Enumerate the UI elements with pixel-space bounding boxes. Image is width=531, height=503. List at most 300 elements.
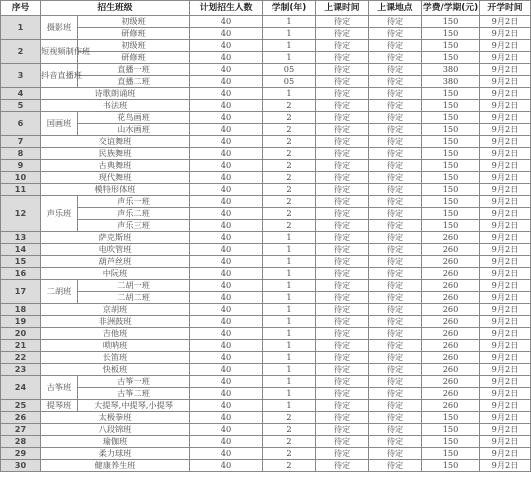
- row-time: 待定: [316, 436, 369, 448]
- row-place: 待定: [369, 136, 422, 148]
- row-start: 9月2日: [480, 208, 531, 220]
- row-start: 9月2日: [480, 40, 531, 52]
- header-plan: 计划招生人数: [190, 1, 263, 16]
- table-row: [1, 244, 531, 256]
- row-start: 9月2日: [480, 124, 531, 136]
- row-start: 9月2日: [480, 280, 531, 292]
- row-class-name: 研修班: [78, 52, 190, 64]
- row-class-name: 吉他班: [41, 328, 190, 340]
- row-start: 9月2日: [480, 160, 531, 172]
- row-start: 9月2日: [480, 148, 531, 160]
- row-class-name: 古典舞班: [41, 160, 190, 172]
- row-years: 1: [263, 256, 316, 268]
- row-fee: 260: [422, 376, 480, 388]
- row-place: 待定: [369, 220, 422, 232]
- row-class-name: 直播一班: [78, 64, 190, 76]
- row-place: 待定: [369, 160, 422, 172]
- row-years: 2: [263, 172, 316, 184]
- header-start: 开学时间: [480, 1, 531, 16]
- row-years: 2: [263, 196, 316, 208]
- row-category: 抖音直播班: [41, 64, 78, 88]
- row-seq: 26: [1, 412, 41, 424]
- row-category: 摄影班: [41, 16, 78, 40]
- row-time: 待定: [316, 16, 369, 28]
- row-place: 待定: [369, 352, 422, 364]
- row-plan: 40: [190, 316, 263, 328]
- row-place: 待定: [369, 424, 422, 436]
- row-seq: 5: [1, 100, 41, 112]
- row-class-name: 长笛班: [41, 352, 190, 364]
- row-time: 待定: [316, 460, 369, 472]
- row-place: 待定: [369, 64, 422, 76]
- row-time: 待定: [316, 64, 369, 76]
- row-years: 1: [263, 244, 316, 256]
- header-class: 招生班级: [41, 1, 190, 16]
- row-seq: 29: [1, 448, 41, 460]
- row-class-name: 古筝二班: [78, 388, 190, 400]
- header-fee: 学费/学期(元): [422, 1, 480, 16]
- table-row: [1, 16, 531, 28]
- row-class-name: 直播二班: [78, 76, 190, 88]
- row-start: 9月2日: [480, 136, 531, 148]
- row-fee: 150: [422, 412, 480, 424]
- row-fee: 260: [422, 268, 480, 280]
- row-seq: 16: [1, 268, 41, 280]
- row-time: 待定: [316, 136, 369, 148]
- row-place: 待定: [369, 268, 422, 280]
- row-class-name: 健康养生班: [41, 460, 190, 472]
- row-category: 声乐班: [41, 196, 78, 232]
- row-place: 待定: [369, 76, 422, 88]
- table-body: [1, 16, 531, 472]
- row-fee: 150: [422, 160, 480, 172]
- row-time: 待定: [316, 52, 369, 64]
- row-fee: 150: [422, 52, 480, 64]
- header-years: 学制(年): [263, 1, 316, 16]
- row-plan: 40: [190, 232, 263, 244]
- table-row: [1, 352, 531, 364]
- row-time: 待定: [316, 364, 369, 376]
- row-start: 9月2日: [480, 328, 531, 340]
- row-time: 待定: [316, 184, 369, 196]
- row-time: 待定: [316, 340, 369, 352]
- row-place: 待定: [369, 112, 422, 124]
- row-fee: 260: [422, 400, 480, 412]
- row-time: 待定: [316, 352, 369, 364]
- row-place: 待定: [369, 208, 422, 220]
- row-years: 2: [263, 184, 316, 196]
- table-row: [1, 292, 531, 304]
- row-start: 9月2日: [480, 376, 531, 388]
- row-plan: 40: [190, 124, 263, 136]
- row-start: 9月2日: [480, 220, 531, 232]
- row-years: 2: [263, 160, 316, 172]
- row-fee: 150: [422, 172, 480, 184]
- table-row: [1, 364, 531, 376]
- row-class-name: 柔力球班: [41, 448, 190, 460]
- row-fee: 150: [422, 112, 480, 124]
- row-years: 1: [263, 352, 316, 364]
- row-start: 9月2日: [480, 28, 531, 40]
- row-category: 二胡班: [41, 280, 78, 304]
- row-time: 待定: [316, 40, 369, 52]
- row-start: 9月2日: [480, 340, 531, 352]
- table-row: [1, 100, 531, 112]
- header-time: 上课时间: [316, 1, 369, 16]
- row-years: 1: [263, 40, 316, 52]
- row-start: 9月2日: [480, 304, 531, 316]
- row-seq: 18: [1, 304, 41, 316]
- row-place: 待定: [369, 148, 422, 160]
- table-row: [1, 256, 531, 268]
- row-years: 1: [263, 388, 316, 400]
- row-years: 05: [263, 76, 316, 88]
- row-class-name: 初级班: [78, 40, 190, 52]
- row-time: 待定: [316, 196, 369, 208]
- row-plan: 40: [190, 400, 263, 412]
- row-time: 待定: [316, 292, 369, 304]
- row-seq: 19: [1, 316, 41, 328]
- row-years: 05: [263, 64, 316, 76]
- row-seq: 15: [1, 256, 41, 268]
- row-plan: 40: [190, 136, 263, 148]
- row-years: 1: [263, 16, 316, 28]
- row-start: 9月2日: [480, 196, 531, 208]
- table-row: [1, 328, 531, 340]
- row-class-name: 电吹管班: [41, 244, 190, 256]
- table-row: [1, 412, 531, 424]
- row-class-name: 瑜伽班: [41, 436, 190, 448]
- row-fee: 260: [422, 304, 480, 316]
- row-fee: 380: [422, 76, 480, 88]
- row-place: 待定: [369, 16, 422, 28]
- row-time: 待定: [316, 76, 369, 88]
- header-row: [1, 1, 531, 16]
- row-fee: 150: [422, 148, 480, 160]
- row-years: 1: [263, 340, 316, 352]
- row-place: 待定: [369, 340, 422, 352]
- row-start: 9月2日: [480, 256, 531, 268]
- row-seq: 3: [1, 64, 41, 88]
- row-place: 待定: [369, 328, 422, 340]
- row-start: 9月2日: [480, 112, 531, 124]
- row-seq: 14: [1, 244, 41, 256]
- table-row: [1, 460, 531, 472]
- table-row: [1, 232, 531, 244]
- row-seq: 24: [1, 376, 41, 400]
- row-years: 1: [263, 88, 316, 100]
- row-years: 1: [263, 280, 316, 292]
- row-class-name: 模特形体班: [41, 184, 190, 196]
- row-place: 待定: [369, 280, 422, 292]
- row-plan: 40: [190, 100, 263, 112]
- row-place: 待定: [369, 124, 422, 136]
- row-seq: 28: [1, 436, 41, 448]
- table-row: [1, 28, 531, 40]
- row-class-name: 声乐二班: [78, 208, 190, 220]
- row-fee: 260: [422, 316, 480, 328]
- row-fee: 150: [422, 448, 480, 460]
- row-seq: 10: [1, 172, 41, 184]
- row-start: 9月2日: [480, 172, 531, 184]
- row-years: 2: [263, 220, 316, 232]
- row-plan: 40: [190, 88, 263, 100]
- row-plan: 40: [190, 172, 263, 184]
- row-start: 9月2日: [480, 244, 531, 256]
- row-time: 待定: [316, 28, 369, 40]
- row-fee: 150: [422, 220, 480, 232]
- row-fee: 260: [422, 328, 480, 340]
- row-fee: 260: [422, 292, 480, 304]
- row-time: 待定: [316, 148, 369, 160]
- row-time: 待定: [316, 400, 369, 412]
- row-years: 2: [263, 112, 316, 124]
- row-place: 待定: [369, 52, 422, 64]
- row-place: 待定: [369, 304, 422, 316]
- row-time: 待定: [316, 172, 369, 184]
- row-plan: 40: [190, 52, 263, 64]
- table-row: [1, 280, 531, 292]
- row-time: 待定: [316, 88, 369, 100]
- row-fee: 150: [422, 100, 480, 112]
- row-fee: 150: [422, 208, 480, 220]
- row-class-name: 古筝一班: [78, 376, 190, 388]
- row-fee: 260: [422, 280, 480, 292]
- row-class-name: 现代舞班: [41, 172, 190, 184]
- row-years: 2: [263, 208, 316, 220]
- row-time: 待定: [316, 424, 369, 436]
- row-time: 待定: [316, 124, 369, 136]
- row-start: 9月2日: [480, 292, 531, 304]
- table-row: [1, 172, 531, 184]
- row-start: 9月2日: [480, 184, 531, 196]
- row-time: 待定: [316, 388, 369, 400]
- table-row: [1, 448, 531, 460]
- row-class-name: 八段锦班: [41, 424, 190, 436]
- row-plan: 40: [190, 328, 263, 340]
- row-start: 9月2日: [480, 52, 531, 64]
- row-fee: 150: [422, 124, 480, 136]
- row-seq: 11: [1, 184, 41, 196]
- row-years: 1: [263, 268, 316, 280]
- row-plan: 40: [190, 460, 263, 472]
- row-years: 1: [263, 292, 316, 304]
- table-row: [1, 196, 531, 208]
- row-years: 1: [263, 364, 316, 376]
- row-seq: 8: [1, 148, 41, 160]
- row-fee: 260: [422, 232, 480, 244]
- row-place: 待定: [369, 412, 422, 424]
- row-years: 1: [263, 304, 316, 316]
- row-class-name: 声乐一班: [78, 196, 190, 208]
- row-class-name: 声乐三班: [78, 220, 190, 232]
- row-seq: 12: [1, 196, 41, 232]
- row-class-name: 京胡班: [41, 304, 190, 316]
- row-plan: 40: [190, 244, 263, 256]
- table-row: [1, 40, 531, 52]
- row-years: 2: [263, 448, 316, 460]
- row-seq: 22: [1, 352, 41, 364]
- row-place: 待定: [369, 256, 422, 268]
- row-class-name: 快板班: [41, 364, 190, 376]
- row-category: 短视频制作班: [41, 40, 78, 64]
- row-place: 待定: [369, 448, 422, 460]
- row-time: 待定: [316, 160, 369, 172]
- row-years: 2: [263, 424, 316, 436]
- row-seq: 7: [1, 136, 41, 148]
- row-place: 待定: [369, 244, 422, 256]
- row-class-name: 太极拳班: [41, 412, 190, 424]
- row-plan: 40: [190, 280, 263, 292]
- row-class-name: 诗歌朗诵班: [41, 88, 190, 100]
- row-plan: 40: [190, 256, 263, 268]
- row-start: 9月2日: [480, 316, 531, 328]
- row-seq: 25: [1, 400, 41, 412]
- row-category: 古筝班: [41, 376, 78, 400]
- row-seq: 9: [1, 160, 41, 172]
- row-place: 待定: [369, 232, 422, 244]
- row-years: 2: [263, 436, 316, 448]
- row-class-name: 书法班: [41, 100, 190, 112]
- row-years: 2: [263, 148, 316, 160]
- row-fee: 150: [422, 460, 480, 472]
- row-start: 9月2日: [480, 100, 531, 112]
- row-plan: 40: [190, 64, 263, 76]
- table-row: [1, 112, 531, 124]
- row-fee: 150: [422, 196, 480, 208]
- row-start: 9月2日: [480, 424, 531, 436]
- row-start: 9月2日: [480, 232, 531, 244]
- row-plan: 40: [190, 16, 263, 28]
- row-seq: 17: [1, 280, 41, 304]
- row-plan: 40: [190, 76, 263, 88]
- row-fee: 260: [422, 388, 480, 400]
- row-plan: 40: [190, 148, 263, 160]
- row-start: 9月2日: [480, 460, 531, 472]
- row-years: 1: [263, 400, 316, 412]
- row-place: 待定: [369, 292, 422, 304]
- row-plan: 40: [190, 376, 263, 388]
- row-years: 1: [263, 328, 316, 340]
- row-category: 国画班: [41, 112, 78, 136]
- header-seq: 序号: [1, 1, 41, 16]
- table-row: [1, 136, 531, 148]
- row-fee: 150: [422, 40, 480, 52]
- row-fee: 260: [422, 352, 480, 364]
- row-place: 待定: [369, 364, 422, 376]
- row-class-name: 研修班: [78, 28, 190, 40]
- row-place: 待定: [369, 100, 422, 112]
- row-class-name: 中阮班: [41, 268, 190, 280]
- row-fee: 150: [422, 424, 480, 436]
- row-time: 待定: [316, 268, 369, 280]
- table-row: [1, 268, 531, 280]
- row-seq: 4: [1, 88, 41, 100]
- row-time: 待定: [316, 208, 369, 220]
- row-place: 待定: [369, 196, 422, 208]
- row-class-name: 民族舞班: [41, 148, 190, 160]
- table-row: [1, 148, 531, 160]
- table-row: [1, 304, 531, 316]
- table-row: [1, 436, 531, 448]
- row-years: 2: [263, 136, 316, 148]
- table-row: [1, 424, 531, 436]
- table-row: [1, 376, 531, 388]
- row-time: 待定: [316, 244, 369, 256]
- row-place: 待定: [369, 172, 422, 184]
- row-plan: 40: [190, 364, 263, 376]
- table-row: [1, 340, 531, 352]
- table-row: [1, 388, 531, 400]
- row-plan: 40: [190, 436, 263, 448]
- table-row: [1, 220, 531, 232]
- row-seq: 20: [1, 328, 41, 340]
- row-plan: 40: [190, 352, 263, 364]
- row-plan: 40: [190, 208, 263, 220]
- row-place: 待定: [369, 436, 422, 448]
- row-fee: 260: [422, 364, 480, 376]
- table-row: [1, 160, 531, 172]
- row-plan: 40: [190, 196, 263, 208]
- row-fee: 150: [422, 436, 480, 448]
- row-time: 待定: [316, 316, 369, 328]
- row-class-name: 二胡一班: [78, 280, 190, 292]
- row-plan: 40: [190, 424, 263, 436]
- row-fee: 260: [422, 256, 480, 268]
- row-plan: 40: [190, 340, 263, 352]
- table-row: [1, 400, 531, 412]
- row-start: 9月2日: [480, 352, 531, 364]
- row-class-name: 非洲鼓班: [41, 316, 190, 328]
- row-start: 9月2日: [480, 16, 531, 28]
- row-time: 待定: [316, 232, 369, 244]
- header-place: 上课地点: [369, 1, 422, 16]
- row-plan: 40: [190, 304, 263, 316]
- row-class-name: 山水画班: [78, 124, 190, 136]
- row-years: 2: [263, 124, 316, 136]
- row-plan: 40: [190, 112, 263, 124]
- row-years: 2: [263, 412, 316, 424]
- row-start: 9月2日: [480, 88, 531, 100]
- row-time: 待定: [316, 100, 369, 112]
- row-years: 1: [263, 28, 316, 40]
- row-class-name: 初级班: [78, 16, 190, 28]
- row-category: 提琴班: [41, 400, 78, 412]
- row-seq: 21: [1, 340, 41, 352]
- row-class-name: 花鸟画班: [78, 112, 190, 124]
- row-place: 待定: [369, 88, 422, 100]
- row-years: 2: [263, 100, 316, 112]
- row-time: 待定: [316, 112, 369, 124]
- table-row: [1, 88, 531, 100]
- row-plan: 40: [190, 28, 263, 40]
- row-fee: 380: [422, 64, 480, 76]
- row-start: 9月2日: [480, 76, 531, 88]
- row-seq: 2: [1, 40, 41, 64]
- row-time: 待定: [316, 412, 369, 424]
- row-time: 待定: [316, 256, 369, 268]
- row-fee: 260: [422, 244, 480, 256]
- table-row: [1, 316, 531, 328]
- row-seq: 27: [1, 424, 41, 436]
- table-row: [1, 184, 531, 196]
- row-plan: 40: [190, 220, 263, 232]
- row-time: 待定: [316, 328, 369, 340]
- row-plan: 40: [190, 268, 263, 280]
- row-years: 1: [263, 376, 316, 388]
- row-start: 9月2日: [480, 448, 531, 460]
- row-class-name: 二胡二班: [78, 292, 190, 304]
